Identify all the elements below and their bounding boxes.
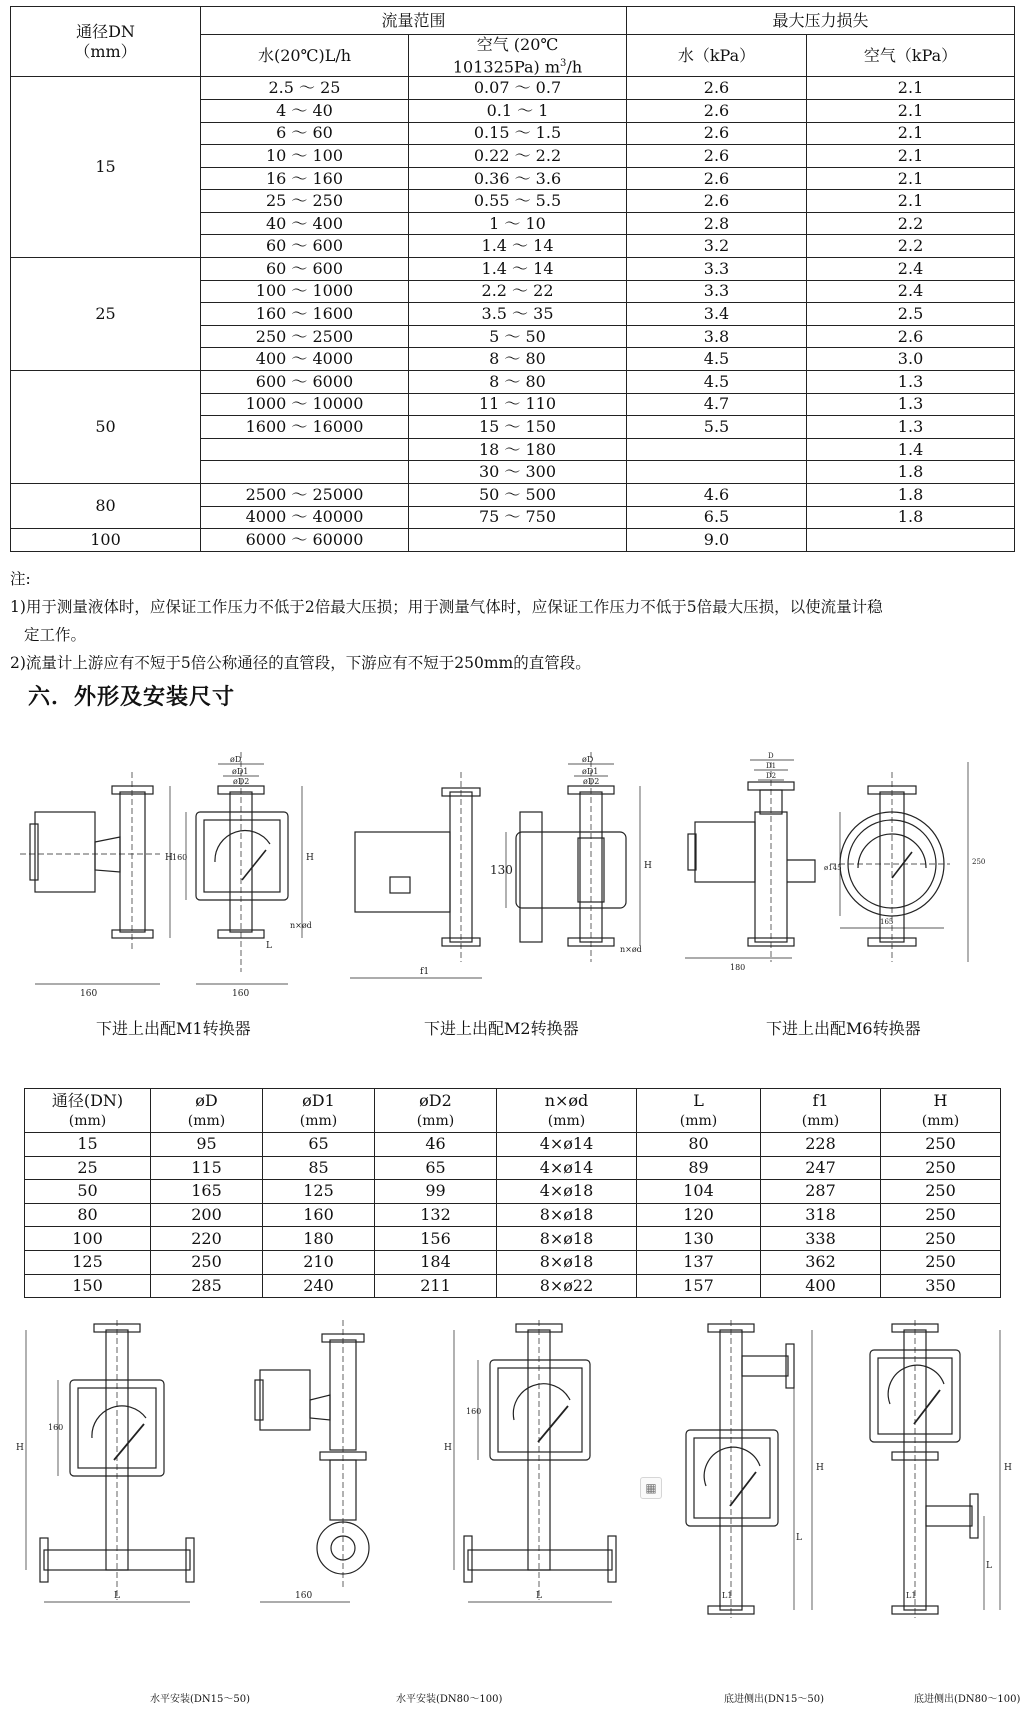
- dim-cell: 89: [637, 1156, 761, 1180]
- m2-od1: øD1: [582, 767, 599, 776]
- air-flow-cell: 5 ～ 50: [409, 325, 627, 348]
- m6-d1: D1: [766, 762, 777, 770]
- dim-row: [25, 1180, 1001, 1204]
- m1-front-160v: 160: [172, 853, 188, 862]
- dim-cell: 4×ø18: [497, 1180, 637, 1204]
- dim-cell: 120: [637, 1203, 761, 1227]
- inst-d-outlet: [742, 1356, 788, 1376]
- dim-header-name: H: [933, 1090, 948, 1110]
- m6-side-outlet: [787, 860, 815, 882]
- water-kpa-cell: 5.5: [627, 416, 807, 439]
- dim-header: [637, 1089, 761, 1133]
- dim-cell: 287: [761, 1180, 881, 1204]
- water-kpa-cell: 3.8: [627, 325, 807, 348]
- air-kpa-cell: 1.3: [807, 393, 1015, 416]
- inst-a-h: H: [16, 1443, 24, 1453]
- dim-cell: 250: [881, 1250, 1001, 1274]
- air-flow-cell: 1.4 ～ 14: [409, 235, 627, 258]
- install-caption-d: 底进侧出(DN80～100): [914, 1694, 1021, 1705]
- install-bottom-side-large: [860, 1320, 1020, 1620]
- inst-e-h: H: [1004, 1463, 1012, 1473]
- dim-cell: 46: [375, 1133, 497, 1157]
- water-kpa-cell: 6.5: [627, 506, 807, 529]
- caption-m2: 下进上出配M2转换器: [424, 1019, 579, 1038]
- water-flow-cell: 40 ～ 400: [201, 212, 409, 235]
- m1-dial-needle: [242, 850, 266, 880]
- inst-e-outlet: [926, 1506, 972, 1526]
- m6-d: D: [768, 752, 774, 760]
- m2-front-housing: [516, 832, 626, 908]
- dim-cell: 8×ø18: [497, 1250, 637, 1274]
- m6-180: 180: [730, 963, 746, 972]
- m1-front-housing: [196, 812, 288, 900]
- drawing-m6: [680, 752, 1010, 1002]
- air-flow-cell: 2.2 ～ 22: [409, 280, 627, 303]
- inst-e-needle: [914, 1390, 940, 1424]
- air-kpa-cell: 2.6: [807, 325, 1015, 348]
- air-kpa-cell: 1.8: [807, 484, 1015, 507]
- m6-250: 250: [972, 858, 986, 866]
- air-kpa-cell: [807, 529, 1015, 552]
- m1-side-top-flange: [112, 786, 153, 794]
- dim-cell: 99: [375, 1180, 497, 1204]
- inst-d-housing: [686, 1430, 778, 1526]
- m1-side-bottom-flange: [112, 930, 153, 938]
- dim-row: [25, 1274, 1001, 1298]
- water-flow-cell: 1600 ～ 16000: [201, 416, 409, 439]
- m1-front-160: 160: [232, 989, 250, 999]
- dim-header: [25, 1089, 151, 1133]
- inst-d-l: L: [796, 1533, 802, 1543]
- inst-a-l: L: [114, 1591, 120, 1601]
- m6-phi145: ø145: [824, 864, 842, 872]
- air-flow-cell: 15 ～ 150: [409, 416, 627, 439]
- install-caption-a: 水平安装(DN15～50): [150, 1694, 251, 1705]
- caption-m6: 下进上出配M6转换器: [766, 1019, 921, 1038]
- inst-b-bracket: [310, 1395, 330, 1420]
- water-kpa-cell: [627, 438, 807, 461]
- inst-c-horizontal-pipe: [468, 1550, 612, 1570]
- water-kpa-cell: 2.8: [627, 212, 807, 235]
- m1-side-h: H: [165, 853, 173, 863]
- water-kpa-cell: 4.5: [627, 348, 807, 371]
- flow-row: [11, 484, 1015, 507]
- install-caption-b: 水平安装(DN80～100): [396, 1694, 503, 1705]
- caption-m1: 下进上出配M1转换器: [96, 1019, 251, 1038]
- inst-c-160: 160: [466, 1407, 482, 1416]
- m1-side-160: 160: [80, 989, 98, 999]
- dim-cell: 4×ø14: [497, 1156, 637, 1180]
- inst-a-dial-arc: [92, 1406, 146, 1438]
- dim-header-name: 通径(DN): [51, 1090, 124, 1110]
- dim-cell: 318: [761, 1203, 881, 1227]
- water-flow-cell: 250 ～ 2500: [201, 325, 409, 348]
- dim-cell: 137: [637, 1250, 761, 1274]
- m1-od: øD: [230, 755, 242, 764]
- air-kpa-cell: 3.0: [807, 348, 1015, 371]
- water-flow-cell: 100 ～ 1000: [201, 280, 409, 303]
- dim-cell: 211: [375, 1274, 497, 1298]
- dim-cell: 50: [25, 1180, 151, 1204]
- inst-d-window: [694, 1438, 770, 1518]
- dim-row: [25, 1203, 1001, 1227]
- dn-cell: 50: [11, 371, 201, 484]
- air-kpa-cell: 2.1: [807, 190, 1015, 213]
- air-flow-cell: 0.22 ～ 2.2: [409, 145, 627, 168]
- air-flow-cell: 50 ～ 500: [409, 484, 627, 507]
- section-title: 六．外形及安装尺寸: [28, 685, 236, 710]
- air-flow-cell: 30 ～ 300: [409, 461, 627, 484]
- dim-cell: 240: [263, 1274, 375, 1298]
- m1-front-h: H: [306, 853, 314, 863]
- inst-c-h: H: [444, 1443, 452, 1453]
- dim-cell: 400: [761, 1274, 881, 1298]
- dim-row: [25, 1133, 1001, 1157]
- water-kpa-cell: 4.6: [627, 484, 807, 507]
- dim-header-name: øD: [195, 1090, 218, 1110]
- air-kpa-cell: 2.1: [807, 99, 1015, 122]
- water-kpa-cell: 9.0: [627, 529, 807, 552]
- dim-header-name: f1: [812, 1090, 829, 1110]
- air-flow-cell: [409, 529, 627, 552]
- dim-cell: 150: [25, 1274, 151, 1298]
- water-kpa-header: 水（kPa）: [627, 35, 807, 77]
- inst-e-l: L: [986, 1561, 992, 1571]
- dim-cell: 250: [881, 1180, 1001, 1204]
- air-kpa-cell: 2.2: [807, 235, 1015, 258]
- dim-cell: 15: [25, 1133, 151, 1157]
- air-flow-cell: 75 ～ 750: [409, 506, 627, 529]
- water-flow-cell: 16 ～ 160: [201, 167, 409, 190]
- embedded-table-icon[interactable]: ▦: [640, 1477, 662, 1499]
- dim-cell: 95: [151, 1133, 263, 1157]
- dim-header-unit: (mm): [921, 1112, 960, 1129]
- install-caption-c: 底进侧出(DN15～50): [724, 1694, 825, 1705]
- inst-e-l1: L1: [906, 1591, 917, 1600]
- inst-e-outlet-flange: [970, 1494, 978, 1538]
- water-kpa-cell: 2.6: [627, 145, 807, 168]
- dim-header-name: n×ød: [544, 1090, 589, 1110]
- water-kpa-cell: 4.7: [627, 393, 807, 416]
- water-kpa-cell: 2.6: [627, 122, 807, 145]
- dim-cell: 125: [263, 1180, 375, 1204]
- dim-cell: 8×ø22: [497, 1274, 637, 1298]
- dim-cell: 250: [881, 1156, 1001, 1180]
- water-flow-header: 水(20℃)L/h: [201, 35, 409, 77]
- dim-cell: 80: [25, 1203, 151, 1227]
- dim-cell: 247: [761, 1156, 881, 1180]
- dim-cell: 250: [881, 1133, 1001, 1157]
- inst-d-l1: L1: [722, 1591, 733, 1600]
- flow-row: [11, 529, 1015, 552]
- dim-cell: 184: [375, 1250, 497, 1274]
- dim-cell: 25: [25, 1156, 151, 1180]
- inst-b-cap: [255, 1380, 263, 1420]
- dim-cell: 132: [375, 1203, 497, 1227]
- water-flow-cell: 10 ～ 100: [201, 145, 409, 168]
- m2-nxd: n×ød: [620, 945, 642, 954]
- water-flow-cell: 60 ～ 600: [201, 258, 409, 281]
- dim-header: [881, 1089, 1001, 1133]
- water-kpa-cell: 2.6: [627, 190, 807, 213]
- dim-cell: 104: [637, 1180, 761, 1204]
- dim-cell: 130: [637, 1227, 761, 1251]
- water-kpa-cell: [627, 461, 807, 484]
- dim-row: [25, 1156, 1001, 1180]
- water-flow-cell: 2.5 ～ 25: [201, 77, 409, 100]
- air-flow-cell: 11 ～ 110: [409, 393, 627, 416]
- dn-cell: 15: [11, 77, 201, 258]
- dn-header: 通径DN （mm）: [11, 7, 201, 77]
- air-flow-cell: 1 ～ 10: [409, 212, 627, 235]
- water-flow-cell: 2500 ～ 25000: [201, 484, 409, 507]
- water-flow-cell: 400 ～ 4000: [201, 348, 409, 371]
- dim-header-unit: (mm): [416, 1112, 455, 1129]
- m6-side-tube: [755, 812, 787, 942]
- note-1-cont: 定工作。: [24, 626, 87, 644]
- water-flow-cell: 6000 ～ 60000: [201, 529, 409, 552]
- water-kpa-cell: 2.6: [627, 167, 807, 190]
- water-flow-cell: 4000 ～ 40000: [201, 506, 409, 529]
- inst-c-needle: [538, 1406, 568, 1442]
- water-flow-cell: 4 ～ 40: [201, 99, 409, 122]
- m6-side-housing: [695, 822, 755, 882]
- dim-header: [263, 1089, 375, 1133]
- inst-a-160: 160: [48, 1423, 64, 1432]
- dim-header: [497, 1089, 637, 1133]
- air-flow-cell: 8 ～ 80: [409, 348, 627, 371]
- dim-row: [25, 1227, 1001, 1251]
- air-kpa-header: 空气（kPa）: [807, 35, 1015, 77]
- water-kpa-cell: 3.3: [627, 258, 807, 281]
- inst-d-h: H: [816, 1463, 824, 1473]
- air-flow-cell: 1.4 ～ 14: [409, 258, 627, 281]
- dim-header-name: øD1: [302, 1090, 335, 1110]
- m6-d2: D2: [766, 772, 777, 780]
- m1-od2: øD2: [233, 777, 250, 786]
- inst-d-needle: [730, 1472, 756, 1506]
- flow-row: [11, 77, 1015, 100]
- dim-cell: 100: [25, 1227, 151, 1251]
- dim-cell: 220: [151, 1227, 263, 1251]
- dim-cell: 4×ø14: [497, 1133, 637, 1157]
- dim-cell: 200: [151, 1203, 263, 1227]
- m2-f1: f1: [420, 967, 430, 977]
- dim-cell: 65: [263, 1133, 375, 1157]
- m1-side-bracket: [95, 837, 120, 872]
- water-flow-cell: 160 ～ 1600: [201, 303, 409, 326]
- dim-cell: 250: [881, 1203, 1001, 1227]
- dim-cell: 80: [637, 1133, 761, 1157]
- dim-header-unit: (mm): [547, 1112, 586, 1129]
- notes-heading: 注:: [10, 570, 31, 588]
- air-kpa-cell: 2.1: [807, 167, 1015, 190]
- dim-cell: 125: [25, 1250, 151, 1274]
- dim-cell: 165: [151, 1180, 263, 1204]
- water-flow-cell: 25 ～ 250: [201, 190, 409, 213]
- m1-nxd: n×ød: [290, 921, 312, 930]
- water-kpa-cell: 3.3: [627, 280, 807, 303]
- air-flow-cell: 0.55 ～ 5.5: [409, 190, 627, 213]
- m2-side-plate: [390, 877, 410, 893]
- m1-side-tube: [120, 792, 145, 932]
- m2-side-housing: [355, 832, 450, 912]
- m1-od1: øD1: [232, 767, 249, 776]
- dim-row: [25, 1250, 1001, 1274]
- dim-cell: 160: [263, 1203, 375, 1227]
- air-kpa-cell: 1.4: [807, 438, 1015, 461]
- install-horizontal-small: [14, 1320, 224, 1620]
- dn-cell: 80: [11, 484, 201, 529]
- dim-cell: 228: [761, 1133, 881, 1157]
- dim-header: [761, 1089, 881, 1133]
- inst-e-dial-arc: [888, 1365, 944, 1404]
- install-horizontal-medium: [440, 1320, 640, 1620]
- install-horizontal-large: [250, 1320, 420, 1620]
- flow-row: [11, 371, 1015, 394]
- air-kpa-cell: 2.4: [807, 280, 1015, 303]
- dim-header-unit: (mm): [187, 1112, 226, 1129]
- air-kpa-cell: 2.4: [807, 258, 1015, 281]
- air-kpa-cell: 2.5: [807, 303, 1015, 326]
- dim-cell: 180: [263, 1227, 375, 1251]
- m2-h: H: [644, 861, 652, 871]
- m2-130: 130: [490, 863, 513, 877]
- air-kpa-cell: 2.1: [807, 77, 1015, 100]
- inst-a-needle: [114, 1424, 144, 1460]
- dim-cell: 285: [151, 1274, 263, 1298]
- inst-d-dial-arc: [704, 1447, 760, 1486]
- air-kpa-cell: 1.3: [807, 371, 1015, 394]
- dim-header-unit: (mm): [801, 1112, 840, 1129]
- dim-header-name: L: [693, 1090, 704, 1110]
- air-kpa-cell: 2.1: [807, 122, 1015, 145]
- air-kpa-cell: 2.1: [807, 145, 1015, 168]
- air-kpa-cell: 1.3: [807, 416, 1015, 439]
- inst-d-outlet-flange: [786, 1344, 794, 1388]
- m1-side-cap: [30, 824, 38, 880]
- dim-cell: 350: [881, 1274, 1001, 1298]
- water-flow-cell: [201, 438, 409, 461]
- water-kpa-cell: 3.2: [627, 235, 807, 258]
- note-1: 1)用于测量液体时，应保证工作压力不低于2倍最大压损；用于测量气体时，应保证工作压力不低于5倍最大压损，以使流量计稳: [10, 598, 883, 616]
- dim-header-unit: (mm): [68, 1112, 107, 1129]
- dimension-table: [24, 1088, 1001, 1298]
- dim-cell: 115: [151, 1156, 263, 1180]
- dim-cell: 338: [761, 1227, 881, 1251]
- air-flow-cell: 8 ～ 80: [409, 371, 627, 394]
- dim-cell: 65: [375, 1156, 497, 1180]
- air-kpa-cell: 2.2: [807, 212, 1015, 235]
- dim-header-unit: (mm): [299, 1112, 338, 1129]
- dim-cell: 8×ø18: [497, 1227, 637, 1251]
- inst-c-housing: [490, 1360, 590, 1460]
- air-flow-cell: 0.1 ～ 1: [409, 99, 627, 122]
- flow-range-header: 流量范围: [201, 7, 627, 35]
- dim-cell: 210: [263, 1250, 375, 1274]
- inst-b-housing: [260, 1370, 310, 1430]
- dn-cell: 100: [11, 529, 201, 552]
- dn-cell: 25: [11, 258, 201, 371]
- dim-cell: 250: [151, 1250, 263, 1274]
- dim-cell: 157: [637, 1274, 761, 1298]
- air-flow-cell: 0.07 ～ 0.7: [409, 77, 627, 100]
- m6-dial-needle: [892, 852, 912, 878]
- install-bottom-side-small: [680, 1320, 840, 1620]
- max-loss-header: 最大压力损失: [627, 7, 1015, 35]
- dim-header: [151, 1089, 263, 1133]
- water-kpa-cell: 3.4: [627, 303, 807, 326]
- inst-c-l: L: [536, 1591, 542, 1601]
- dim-header-unit: (mm): [679, 1112, 718, 1129]
- air-flow-cell: 0.15 ～ 1.5: [409, 122, 627, 145]
- m2-od: øD: [582, 755, 594, 764]
- dim-header: [375, 1089, 497, 1133]
- water-flow-cell: 60 ～ 600: [201, 235, 409, 258]
- m6-165: 165: [880, 918, 894, 926]
- m1-front-l: L: [266, 941, 272, 951]
- m1-side-housing: [35, 812, 95, 892]
- dim-cell: 362: [761, 1250, 881, 1274]
- dim-cell: 85: [263, 1156, 375, 1180]
- air-flow-cell: 3.5 ～ 35: [409, 303, 627, 326]
- drawing-m1: [20, 752, 350, 1002]
- inst-b-160: 160: [295, 1591, 313, 1601]
- dim-cell: 250: [881, 1227, 1001, 1251]
- air-flow-cell: 0.36 ～ 3.6: [409, 167, 627, 190]
- air-kpa-cell: 1.8: [807, 506, 1015, 529]
- dim-cell: 8×ø18: [497, 1203, 637, 1227]
- water-kpa-cell: 2.6: [627, 99, 807, 122]
- air-flow-header: 空气 (20℃ 101325Pa) $m^3/h$: [409, 35, 627, 77]
- water-flow-cell: 1000 ～ 10000: [201, 393, 409, 416]
- water-flow-cell: 600 ～ 6000: [201, 371, 409, 394]
- flow-row: [11, 258, 1015, 281]
- water-flow-cell: 6 ～ 60: [201, 122, 409, 145]
- water-flow-cell: [201, 461, 409, 484]
- air-kpa-cell: 1.8: [807, 461, 1015, 484]
- flow-range-table: [10, 6, 1015, 552]
- dim-cell: 156: [375, 1227, 497, 1251]
- notes: [10, 565, 1014, 677]
- air-flow-cell: 18 ～ 180: [409, 438, 627, 461]
- m2-od2: øD2: [583, 777, 600, 786]
- water-kpa-cell: 4.5: [627, 371, 807, 394]
- drawing-m2: [350, 752, 670, 1002]
- m1-dial-arc: [215, 831, 270, 862]
- note-2: 2)流量计上游应有不短于5倍公称通径的直管段，下游应有不短于250mm的直管段。: [10, 654, 591, 672]
- dim-header-name: øD2: [419, 1090, 452, 1110]
- water-kpa-cell: 2.6: [627, 77, 807, 100]
